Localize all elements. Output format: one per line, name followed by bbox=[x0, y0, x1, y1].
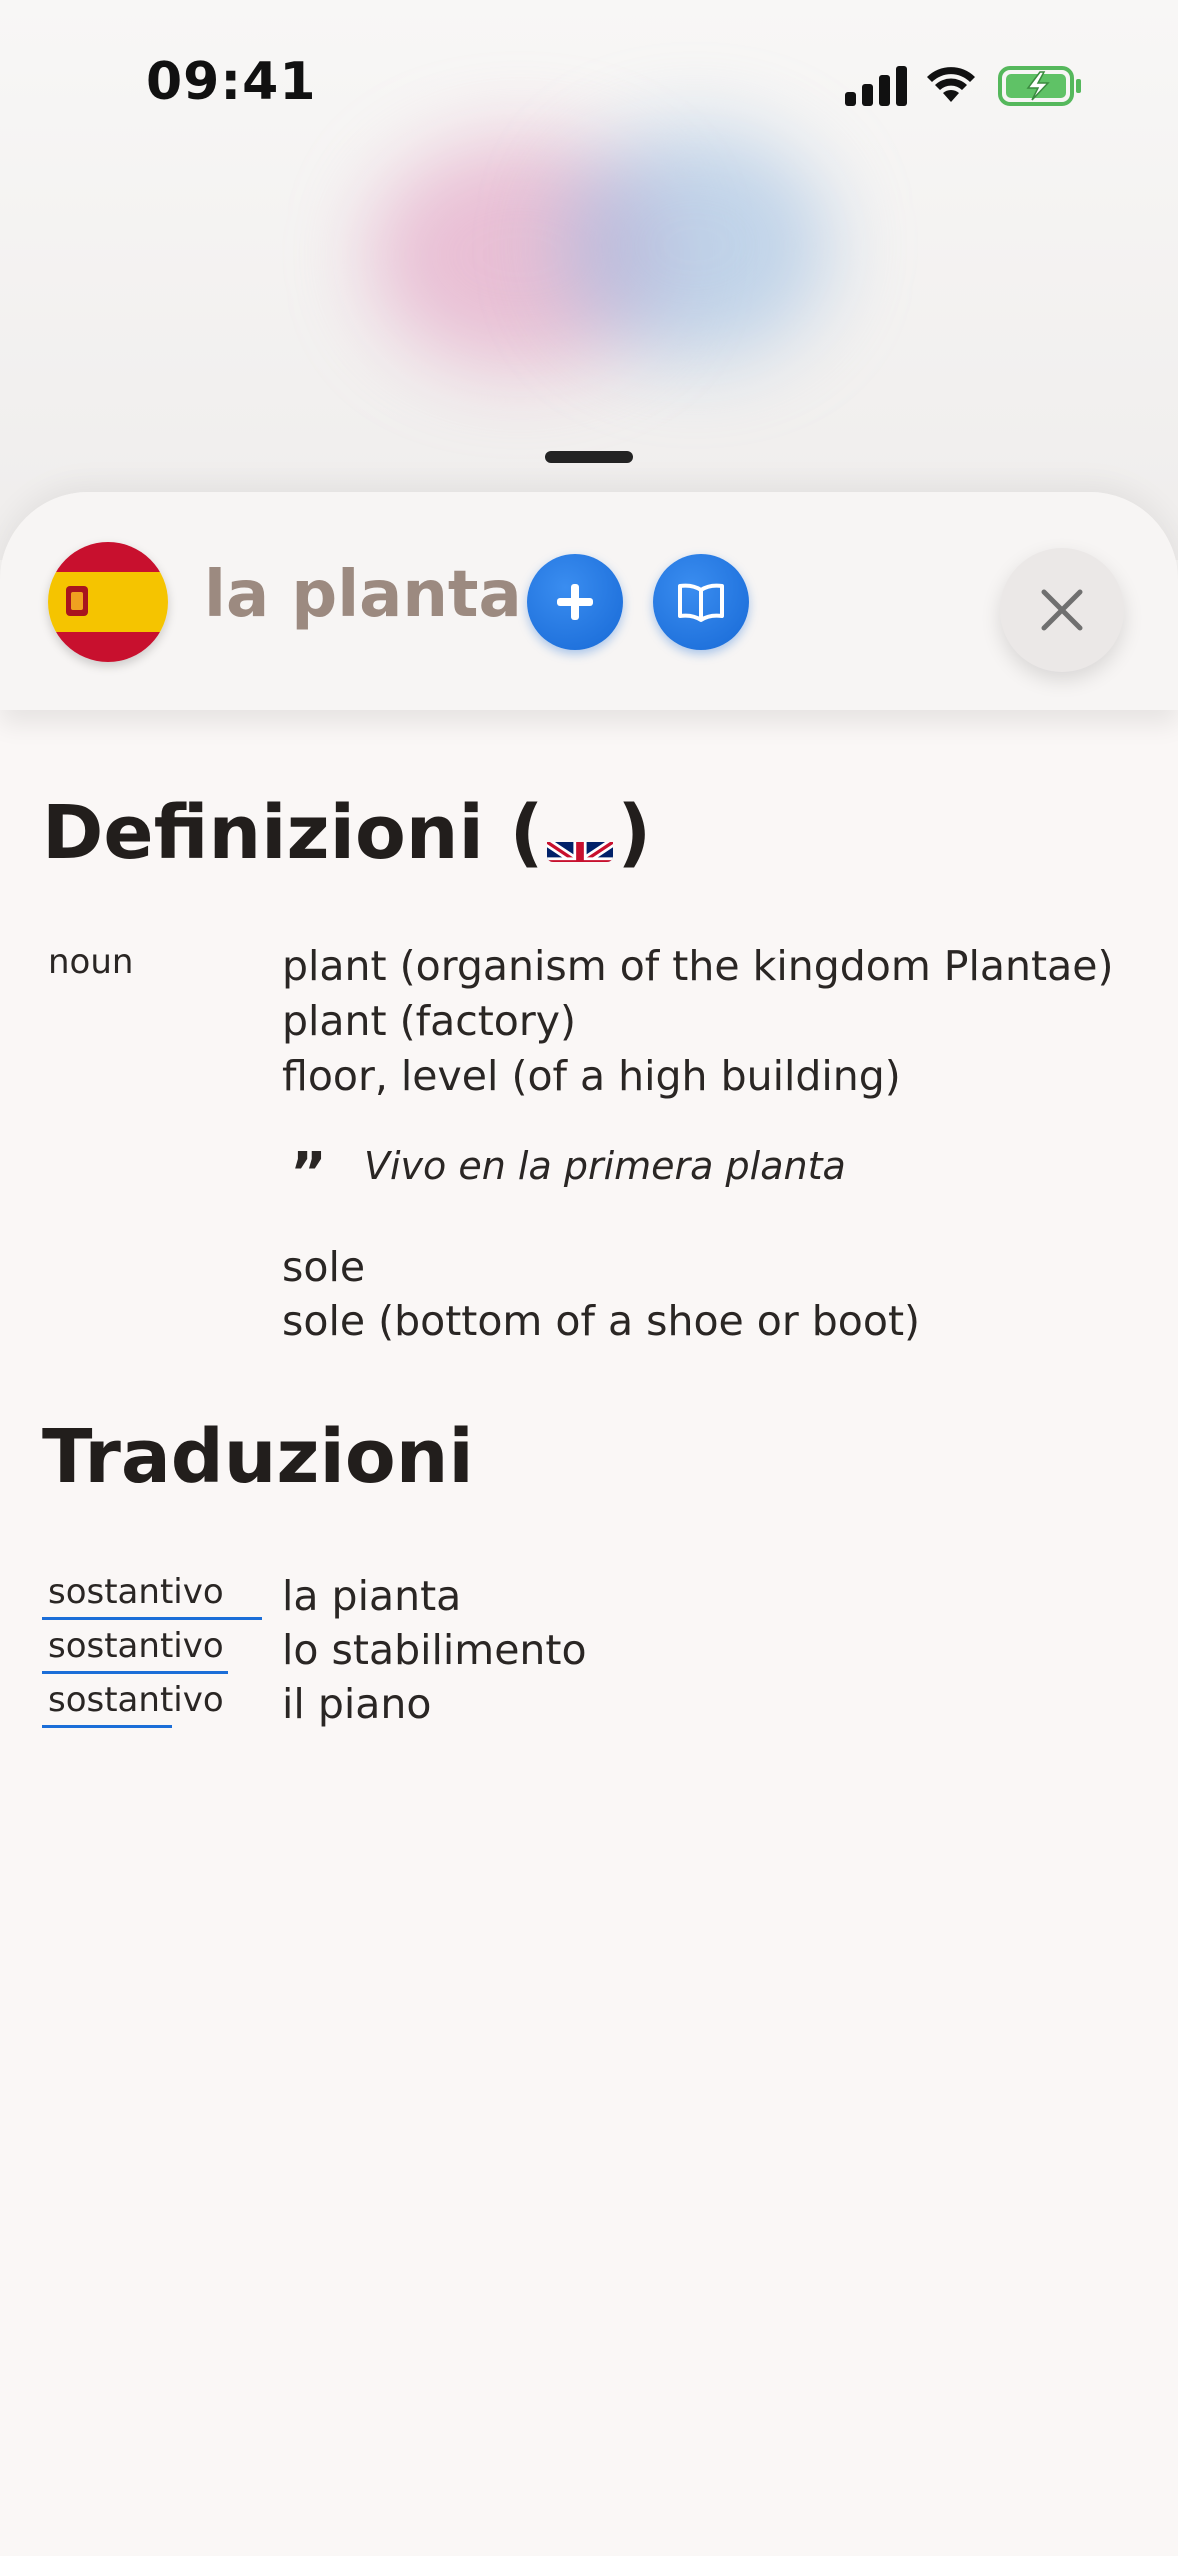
translation-pos-link[interactable]: sostantivo bbox=[48, 1680, 224, 1720]
status-bar bbox=[0, 0, 1178, 170]
definition-line: plant (factory) bbox=[282, 997, 577, 1045]
selected-word: la planta bbox=[204, 558, 522, 632]
definition-line: sole (bottom of a shoe or boot) bbox=[282, 1297, 921, 1345]
spain-flag-icon[interactable] bbox=[48, 542, 168, 662]
example-sentence: Vivo en la primera planta bbox=[364, 1144, 846, 1188]
plus-icon bbox=[545, 572, 605, 632]
translations-title: Traduzioni bbox=[42, 1414, 474, 1500]
definition-line: sole bbox=[282, 1243, 366, 1291]
wifi-icon bbox=[925, 64, 977, 104]
dictionary-button[interactable] bbox=[653, 554, 749, 650]
definition-line: plant (organism of the kingdom Plantae) bbox=[282, 942, 1114, 990]
add-word-button[interactable] bbox=[527, 554, 623, 650]
battery-charging-icon bbox=[998, 66, 1082, 106]
close-icon bbox=[1038, 586, 1086, 634]
close-button[interactable] bbox=[1000, 548, 1124, 672]
translation-item: il piano bbox=[282, 1680, 432, 1728]
translation-item: lo stabilimento bbox=[282, 1626, 587, 1674]
cellular-signal-icon bbox=[845, 66, 907, 106]
definitions-title bbox=[42, 790, 651, 876]
quote-icon: ” bbox=[290, 1141, 327, 1206]
definitions-title-close: ) bbox=[617, 790, 652, 876]
status-time: 09:41 bbox=[146, 52, 317, 112]
part-of-speech-label: noun bbox=[48, 942, 134, 982]
sheet-grabber-handle[interactable] bbox=[545, 451, 633, 463]
translation-pos-link[interactable]: sostantivo bbox=[48, 1626, 224, 1666]
sheet-header bbox=[0, 492, 1178, 710]
definition-line: floor, level (of a high building) bbox=[282, 1052, 901, 1100]
uk-flag-icon bbox=[547, 818, 613, 862]
translation-item: la pianta bbox=[282, 1572, 462, 1620]
book-icon bbox=[671, 572, 731, 632]
translation-pos-link[interactable]: sostantivo bbox=[48, 1572, 224, 1612]
definitions-title-text: Definizioni ( bbox=[42, 790, 544, 876]
